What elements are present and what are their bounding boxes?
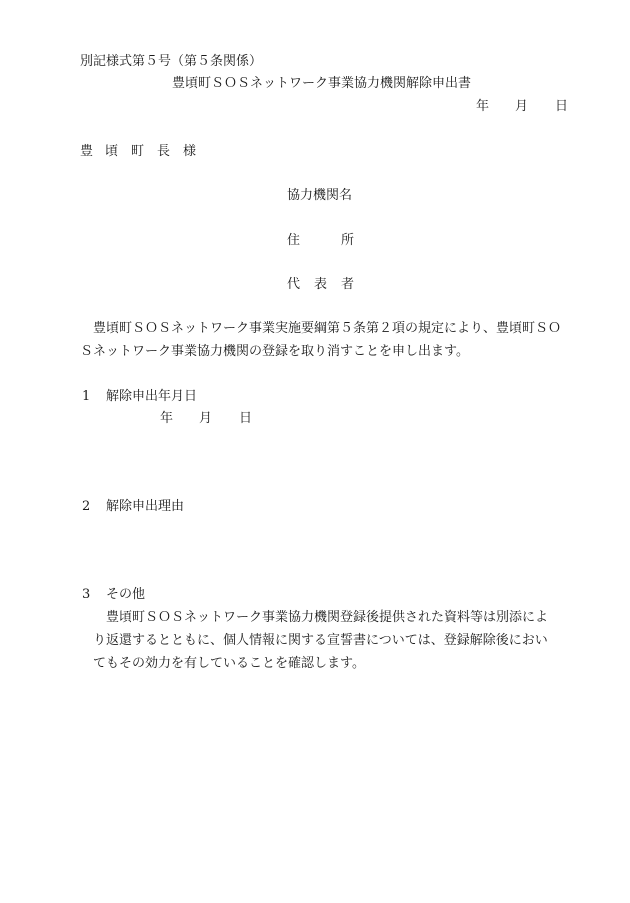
item-3-number: 3 [82, 587, 91, 602]
rep-label-char-1: 代 [287, 277, 301, 292]
rep-label-char-3: 者 [341, 277, 355, 292]
item-1-year: 年 [160, 411, 174, 426]
address-label-char-1: 住 [287, 233, 301, 248]
item-1-number: 1 [82, 389, 91, 404]
document-title: 豊頃町ＳＯＳネットワーク事業協力機関解除申出書 [172, 76, 472, 91]
item-3-text-line-2: り返還するとともに、個人情報に関する宣誓書については、登録解除後におい [93, 633, 548, 648]
date-year-label: 年 [476, 99, 490, 114]
address-label-char-2: 所 [341, 233, 355, 248]
body-text-line-2: Ｓネットワーク事業協力機関の登録を取り消すことを申し出ます。 [80, 344, 469, 359]
item-3-text-line-1: 豊頃町ＳＯＳネットワーク事業協力機関登録後提供された資料等は別添によ [106, 610, 549, 625]
item-2-number: 2 [82, 499, 91, 514]
item-2-label: 解除申出理由 [106, 499, 185, 514]
addressee-char-1: 豊 [80, 144, 94, 159]
item-1-month: 月 [199, 411, 213, 426]
org-name-label: 協力機関名 [287, 188, 353, 203]
addressee-char-3: 町 [131, 144, 145, 159]
item-3-text-line-3: てもその効力を有していることを確認します。 [93, 656, 365, 671]
item-1-label: 解除申出年月日 [106, 389, 198, 404]
date-day-label: 日 [555, 99, 569, 114]
addressee-char-2: 頃 [105, 144, 119, 159]
addressee-char-4: 長 [157, 144, 171, 159]
form-label: 別記様式第５号（第５条関係） [80, 54, 263, 69]
body-text-line-1: 豊頃町ＳＯＳネットワーク事業実施要綱第５条第２項の規定により、豊頃町ＳＯ [93, 321, 562, 336]
rep-label-char-2: 表 [314, 277, 328, 292]
item-1-day: 日 [239, 411, 253, 426]
item-3-label: その他 [106, 587, 146, 602]
date-month-label: 月 [515, 99, 529, 114]
addressee-char-5: 様 [183, 144, 197, 159]
